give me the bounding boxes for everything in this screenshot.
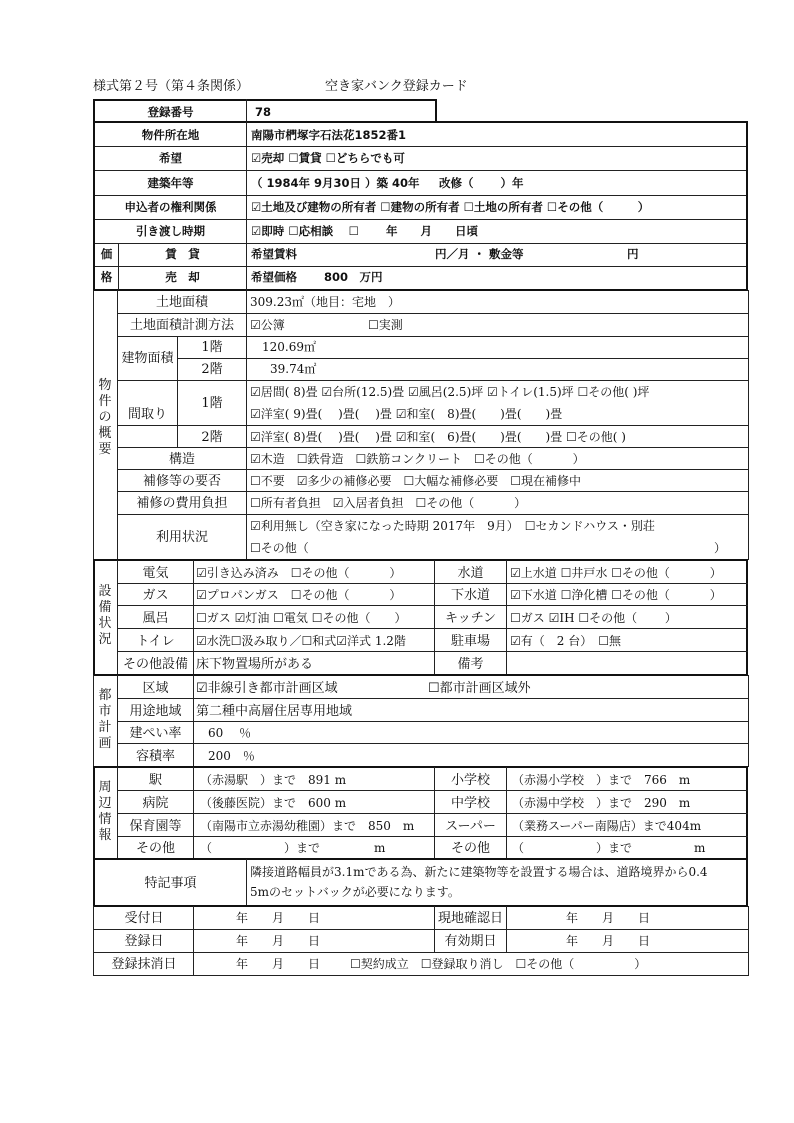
other-equipment-label: その他設備 (122, 657, 188, 672)
zone-label: 区域 (142, 681, 169, 696)
nursery-label: 保育園等 (129, 819, 182, 834)
reg-label: 登録番号 (147, 105, 194, 119)
far-label: 容積率 (135, 749, 175, 764)
nearby-other-unit: m (374, 841, 386, 855)
price-label-2: 格 (100, 270, 113, 284)
zone-outside: ☐都市計画区域外 (428, 681, 531, 696)
land-method-survey: ☐実測 (368, 318, 403, 332)
elementary-value: （赤湯小学校 ）まで 766 m (512, 773, 691, 787)
nearby-other-label: その他 (135, 841, 175, 856)
nearby-other2-until: ）まで (596, 841, 633, 855)
reg-value: 78 (255, 105, 272, 119)
sewer-label: 下水道 (450, 588, 490, 603)
facilities-section-label: 設 備 状 況 (98, 584, 112, 647)
cancellation-date-label: 登録抹消日 (111, 957, 177, 972)
land-method-public: ☑公簿 (250, 318, 285, 332)
repair-value: ☐不要 ☑多少の補修必要 ☐大幅な補修必要 ☐現在補修中 (250, 474, 582, 488)
wish-label: 希望 (159, 151, 182, 165)
rights-label: 申込者の権利関係 (124, 200, 217, 214)
rights-value: ☑土地及び建物の所有者 ☐建物の所有者 ☐土地の所有者 ☐その他（ ） (251, 200, 650, 214)
sewer-value: ☑下水道 ☐浄化槽 ☐その他（ ） (510, 588, 722, 602)
special-notes-line1: 隣接道路幅員が3.1mである為、新たに建築物等を設置する場合は、道路境界から0.4 (250, 865, 708, 879)
bath-label: 風呂 (142, 611, 169, 626)
junior-high-label: 中学校 (450, 796, 490, 811)
form-title: 空き家バンク登録カード (325, 79, 468, 94)
price-label-1: 価 (100, 247, 113, 261)
gas-value: ☑プロパンガス ☐その他（ ） (196, 588, 402, 602)
rent-label: 賃 貸 (165, 247, 200, 261)
station-label: 駅 (148, 773, 162, 788)
layout-floor1-label: 1階 (201, 396, 223, 411)
overview-section-label: 物 件 の 概 要 (98, 378, 112, 457)
built-label: 建築年等 (147, 176, 194, 190)
layout-floor2-label: 2階 (201, 430, 223, 445)
zone-planned: ☑非線引き都市計画区域 (196, 681, 338, 696)
structure-label: 構造 (168, 452, 195, 467)
toilet-value: ☑水洗☐汲み取り／☐和式☑洋式 1.2階 (196, 634, 406, 648)
hospital-label: 病院 (142, 796, 169, 811)
nearby-other2-label: その他 (450, 841, 490, 856)
repair-cost-label: 補修の費用負担 (136, 496, 228, 511)
use-district-label: 用途地域 (129, 704, 182, 719)
registration-date-label: 登録日 (124, 934, 164, 949)
supermarket-value: （業務スーパー南陽店）まで404m (512, 819, 702, 833)
kitchen-value: ☐ガス ☑IH ☐その他（ ） (510, 611, 677, 625)
remarks-label: 備考 (457, 657, 484, 672)
use-district-value: 第二種中高層住居専用地域 (196, 704, 353, 719)
layout-label: 間取り (127, 407, 167, 422)
floor2-area: 39.74㎡ (270, 362, 317, 376)
location-label: 物件所在地 (141, 128, 200, 142)
bcr-value: 60 ％ (208, 726, 252, 740)
received-date-value: 年 月 日 (236, 911, 321, 925)
sale-label: 売 却 (165, 270, 200, 284)
built-value: （ 1984年 9月30日 ）築 40年 改修（ ）年 (251, 176, 524, 190)
kitchen-label: キッチン (444, 611, 497, 626)
electricity-label: 電気 (142, 566, 169, 581)
valid-until-value: 年 月 日 (566, 934, 651, 948)
nearby-other2-unit: m (694, 841, 706, 855)
junior-high-value: （赤湯中学校 ）まで 290 m (512, 796, 691, 810)
elementary-label: 小学校 (450, 773, 490, 788)
layout-floor1-line2: ☑洋室( 9)畳( )畳( )畳 ☑和室( 8)畳( )畳( )畳 (250, 407, 563, 421)
floor-area-label: 建物面積 (121, 351, 174, 366)
floor1-label: 1階 (201, 340, 223, 355)
electricity-value: ☑引き込み済み ☐その他（ ） (196, 566, 402, 580)
station-value: （赤湯駅 ）まで 891 m (200, 773, 347, 787)
other-equipment-value: 床下物置場所がある (196, 657, 314, 672)
parking-value: ☑有（ 2 台） ☐無 (510, 634, 621, 648)
usage-line1: ☑利用無し（空き家になった時期 2017年 9月） ☐セカンドハウス・別荘 (250, 519, 655, 533)
rent-value: 希望賃料 円／月 ・ 敷金等 円 (251, 247, 639, 261)
usage-line2-close: ） (714, 541, 727, 555)
layout-floor1-line1: ☑居間( 8)畳 ☑台所(12.5)畳 ☑風呂(2.5)坪 ☑トイレ(1.5)坪 ☐その他( )坪 (250, 385, 650, 399)
nearby-other2-open: （ (512, 841, 525, 855)
land-area-value: 309.23㎡（地目：宅地 ） (250, 295, 400, 309)
nearby-section-label: 周 辺 情 報 (98, 780, 112, 843)
valid-until-label: 有効期日 (444, 934, 497, 949)
nearby-other-until: ）まで (284, 841, 321, 855)
nursery-value: （南陽市立赤湯幼稚園）まで 850 m (200, 819, 415, 833)
land-method-label: 土地面積計測方法 (129, 318, 234, 333)
gas-label: ガス (142, 588, 169, 603)
handover-value: ☑即時 ☐応相談 ☐ 年 月 日頃 (251, 224, 478, 238)
city-section-label: 都 市 計 画 (98, 688, 112, 751)
hospital-value: （後藤医院）まで 600 m (200, 796, 347, 810)
received-date-label: 受付日 (124, 911, 164, 926)
handover-label: 引き渡し時期 (136, 224, 205, 238)
bcr-label: 建ぺい率 (129, 726, 182, 741)
form-number: 様式第２号（第４条関係） (93, 79, 250, 94)
site-check-date-value: 年 月 日 (566, 911, 651, 925)
toilet-label: トイレ (136, 634, 175, 649)
usage-line2-open: ☐その他（ (250, 541, 309, 555)
water-label: 水道 (457, 566, 484, 581)
registration-date-value: 年 月 日 (236, 934, 321, 948)
special-notes-line2: 5mのセットバックが必要になります。 (250, 885, 460, 899)
floor1-area: 120.69㎡ (262, 340, 316, 354)
land-area-label: 土地面積 (155, 295, 208, 310)
structure-value: ☑木造 ☐鉄骨造 ☐鉄筋コンクリート ☐その他（ ） (250, 452, 585, 466)
far-value: 200 ％ (208, 749, 255, 763)
usage-label: 利用状況 (155, 530, 208, 545)
floor2-label: 2階 (201, 362, 223, 377)
water-value: ☑上水道 ☐井戸水 ☐その他（ ） (510, 566, 722, 580)
parking-label: 駐車場 (450, 634, 490, 649)
nearby-other-open: （ (200, 841, 213, 855)
wish-value: ☑売却 ☐賃貸 ☐どちらでも可 (251, 151, 405, 165)
layout-floor2-line: ☑洋室( 8)畳( )畳( )畳 ☑和室( 6)畳( )畳( )畳 ☐その他( ) (250, 430, 626, 444)
repair-label: 補修等の要否 (142, 474, 221, 489)
sale-value: 希望価格 800 万円 (251, 270, 383, 284)
special-notes-label: 特記事項 (144, 876, 197, 891)
supermarket-label: スーパー (445, 819, 496, 834)
site-check-date-label: 現地確認日 (437, 911, 503, 926)
cancellation-options: ☐契約成立 ☐登録取り消し ☐その他（ ） (350, 957, 647, 971)
bath-value: ☐ガス ☑灯油 ☐電気 ☐その他（ ） (196, 611, 407, 625)
repair-cost-value: ☐所有者負担 ☑入居者負担 ☐その他（ ） (250, 496, 527, 510)
location-value: 南陽市椚塚字石法花1852番1 (251, 128, 407, 142)
cancellation-date-value: 年 月 日 (236, 957, 321, 971)
